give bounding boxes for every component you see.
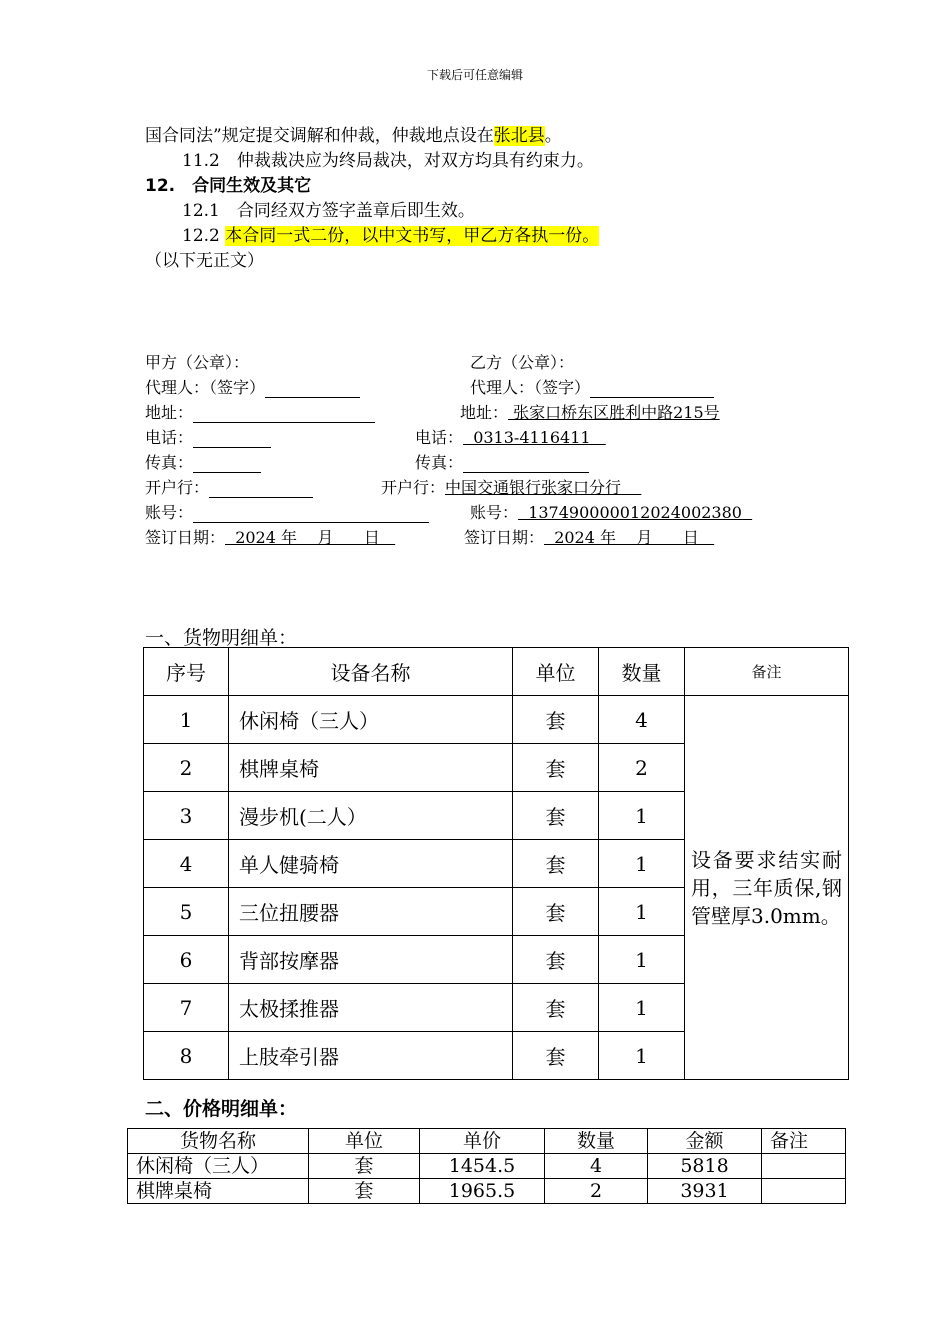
col-header: 单位	[309, 1129, 420, 1154]
page-header: 下载后可任意编辑	[426, 68, 523, 82]
party-a-phone-label: 电话：	[145, 428, 194, 447]
cell-unit: 套	[513, 792, 599, 840]
party-b-phone	[415, 425, 606, 448]
table-header-row	[128, 1129, 846, 1154]
party-b-account	[470, 500, 752, 523]
highlight-location: 张北县	[493, 126, 545, 146]
prices-section-title: 二、价格明细单：	[145, 1098, 298, 1120]
cell-unit: 套	[513, 888, 599, 936]
cell-name: 棋牌桌椅	[128, 1179, 309, 1204]
party-b-fax	[415, 450, 589, 473]
clause-12-1: 12.1 合同经双方签字盖章后即生效。	[182, 201, 475, 221]
col-header: 备注	[685, 648, 849, 696]
party-a-account-label: 账号：	[145, 503, 194, 522]
cell-price: 1965.5	[420, 1179, 545, 1204]
col-header: 设备名称	[229, 648, 513, 696]
party-b-account-value: 137490000012024002380	[518, 503, 753, 522]
end-note: （以下无正文）	[145, 251, 264, 271]
party-b-bank	[381, 475, 641, 498]
party-a-bank-label: 开户行：	[145, 478, 210, 497]
party-a-fax	[145, 450, 261, 473]
table-row	[128, 1179, 846, 1204]
col-header: 数量	[545, 1129, 648, 1154]
col-header: 金额	[648, 1129, 762, 1154]
fill-line	[193, 505, 429, 523]
cell-note	[762, 1154, 846, 1179]
cell-name: 休闲椅（三人）	[229, 696, 513, 744]
cell-name: 棋牌桌椅	[229, 744, 513, 792]
party-b-agent	[470, 375, 714, 398]
cell-unit: 套	[513, 936, 599, 984]
cell-index: 3	[144, 792, 229, 840]
cell-name: 休闲椅（三人）	[128, 1154, 309, 1179]
party-b-agent-label: 代理人：（签字）	[470, 378, 591, 397]
party-b-bank-value: 中国交通银行张家口分行	[445, 478, 642, 497]
cell-price: 1454.5	[420, 1154, 545, 1179]
cell-index: 8	[144, 1032, 229, 1080]
cell-name: 太极揉推器	[229, 984, 513, 1032]
cell-index: 4	[144, 840, 229, 888]
party-a-agent-label: 代理人：（签字）	[145, 378, 266, 397]
col-header: 货物名称	[128, 1129, 309, 1154]
party-a-date-label: 签订日期：	[145, 528, 226, 547]
table-header-row	[144, 648, 849, 696]
party-b-account-label: 账号：	[470, 503, 519, 522]
cell-unit: 套	[513, 984, 599, 1032]
signature-line	[590, 380, 714, 398]
cell-index: 6	[144, 936, 229, 984]
col-header: 数量	[599, 648, 685, 696]
party-a-account	[145, 500, 429, 523]
cell-unit: 套	[513, 840, 599, 888]
party-b-date	[464, 525, 714, 548]
cell-name: 背部按摩器	[229, 936, 513, 984]
cell-qty: 4	[599, 696, 685, 744]
party-b-phone-value: 0313-4116411	[463, 428, 606, 447]
cell-index: 5	[144, 888, 229, 936]
cell-name: 漫步机(二人）	[229, 792, 513, 840]
cell-qty: 1	[599, 984, 685, 1032]
clause-line-1-text: 国合同法”规定提交调解和仲裁，仲裁地点设在	[145, 126, 494, 146]
clause-line-1	[145, 124, 562, 148]
goods-table	[143, 647, 849, 1080]
cell-note	[762, 1179, 846, 1204]
cell-amount: 5818	[648, 1154, 762, 1179]
col-header: 备注	[762, 1129, 846, 1154]
cell-name: 三位扭腰器	[229, 888, 513, 936]
fill-line	[463, 455, 589, 473]
table-row	[144, 696, 849, 744]
party-a-agent	[145, 375, 360, 398]
cell-unit: 套	[309, 1179, 420, 1204]
cell-qty: 1	[599, 936, 685, 984]
table-row	[128, 1154, 846, 1179]
party-b-fax-label: 传真：	[415, 453, 464, 472]
cell-note: 设备要求结实耐用，三年质保,钢管壁厚3.0mm。	[685, 696, 849, 1080]
cell-qty: 2	[599, 744, 685, 792]
party-b-address-value: 张家口桥东区胜利中路215号	[508, 403, 720, 422]
signature-line	[265, 380, 360, 398]
goods-section-title: 一、货物明细单：	[145, 627, 298, 649]
party-b-bank-label: 开户行：	[381, 478, 446, 497]
cell-qty: 1	[599, 1032, 685, 1080]
party-a-date	[145, 525, 395, 548]
cell-index: 1	[144, 696, 229, 744]
cell-unit: 套	[309, 1154, 420, 1179]
party-a-phone	[145, 425, 271, 448]
party-b-title: 乙方（公章）：	[470, 353, 575, 372]
party-a-address-label: 地址：	[145, 403, 194, 422]
clause-line-1-end: 。	[544, 126, 562, 146]
fill-line	[209, 480, 313, 498]
party-b-date-label: 签订日期：	[464, 528, 545, 547]
clause-12-2	[182, 224, 599, 248]
party-a-title: 甲方（公章）：	[145, 353, 250, 372]
party-a-bank	[145, 475, 313, 498]
cell-name: 单人健骑椅	[229, 840, 513, 888]
cell-name: 上肢牵引器	[229, 1032, 513, 1080]
cell-unit: 套	[513, 744, 599, 792]
cell-qty: 1	[599, 888, 685, 936]
clause-12-title: 12. 合同生效及其它	[145, 176, 312, 196]
party-a-address	[145, 400, 375, 423]
prices-table	[127, 1128, 846, 1204]
party-b-date-value: 2024 年 月 日	[544, 528, 715, 547]
party-b-phone-label: 电话：	[415, 428, 464, 447]
party-b-address	[460, 400, 720, 423]
cell-amount: 3931	[648, 1179, 762, 1204]
fill-line	[193, 430, 271, 448]
cell-index: 2	[144, 744, 229, 792]
clause-12-2-text: 本合同一式二份，以中文书写，甲乙方各执一份。	[225, 226, 600, 246]
party-a-fax-label: 传真：	[145, 453, 194, 472]
fill-line	[193, 455, 261, 473]
cell-qty: 2	[545, 1179, 648, 1204]
cell-qty: 1	[599, 840, 685, 888]
fill-line	[193, 405, 375, 423]
party-a-date-value: 2024 年 月 日	[225, 528, 396, 547]
cell-unit: 套	[513, 1032, 599, 1080]
cell-qty: 1	[599, 792, 685, 840]
party-b-address-label: 地址：	[460, 403, 509, 422]
col-header: 序号	[144, 648, 229, 696]
clause-12-2-num: 12.2	[182, 226, 226, 246]
col-header: 单价	[420, 1129, 545, 1154]
clause-11-2: 11.2 仲裁裁决应为终局裁决，对双方均具有约束力。	[182, 151, 594, 171]
col-header: 单位	[513, 648, 599, 696]
cell-unit: 套	[513, 696, 599, 744]
cell-index: 7	[144, 984, 229, 1032]
cell-qty: 4	[545, 1154, 648, 1179]
